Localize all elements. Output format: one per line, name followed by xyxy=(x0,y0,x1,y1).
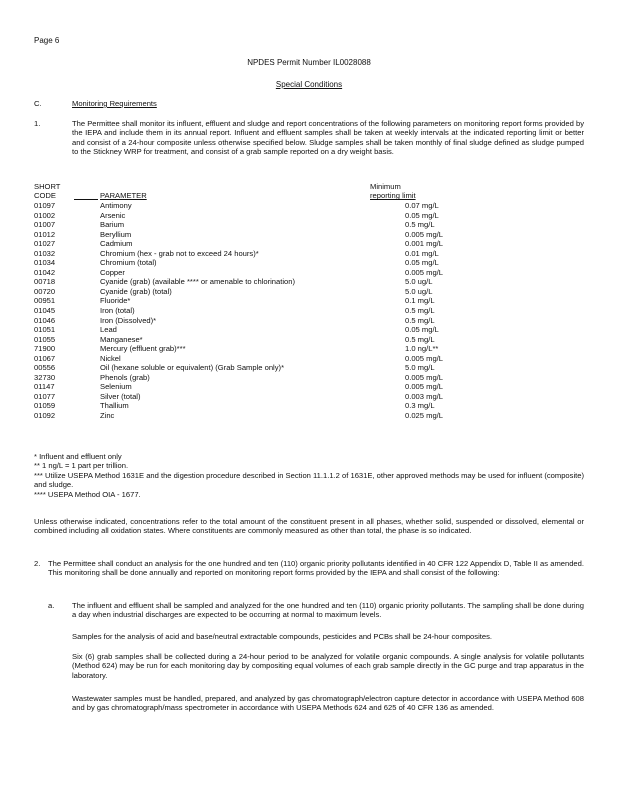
item2-number: 2. xyxy=(34,559,41,568)
header-reporting-limit: reporting limit xyxy=(370,191,416,201)
parameter-name: Beryllium xyxy=(100,229,132,239)
parameter-code: 01034 xyxy=(34,258,56,268)
table-header xyxy=(34,182,584,201)
table-row xyxy=(34,201,485,211)
parameter-name: Cadmium xyxy=(100,239,133,249)
header-parameter: PARAMETER xyxy=(100,191,147,201)
parameter-name: Arsenic xyxy=(100,210,126,220)
parameter-name: Chromium (hex - grab not to exceed 24 hours)* xyxy=(100,248,259,258)
reporting-limit: 0.01 mg/L xyxy=(405,248,439,258)
page-number: Page 6 xyxy=(34,36,60,45)
table-row xyxy=(34,363,485,373)
section-title: Special Conditions xyxy=(275,80,343,89)
reporting-limit: 0.05 mg/L xyxy=(405,210,439,220)
reporting-limit: 0.3 mg/L xyxy=(405,401,435,411)
parameter-code: 00556 xyxy=(34,363,56,373)
table-row xyxy=(34,392,485,402)
parameter-name: Thallium xyxy=(100,401,129,411)
parameter-name: Fluoride* xyxy=(100,296,131,306)
parameter-code: 32730 xyxy=(34,372,56,382)
parameter-name: Copper xyxy=(100,267,125,277)
table-row xyxy=(34,296,485,306)
parameter-name: Cyanide (grab) (total) xyxy=(100,286,172,296)
parameter-name: Selenium xyxy=(100,382,132,392)
header-underline xyxy=(74,192,98,200)
table-row xyxy=(34,230,485,240)
parameter-code: 71900 xyxy=(34,344,56,354)
parameter-name: Lead xyxy=(100,325,117,335)
parameter-code: 01055 xyxy=(34,334,56,344)
reporting-limit: 0.001 mg/L xyxy=(405,239,443,249)
reporting-limit: 0.005 mg/L xyxy=(405,267,443,277)
reporting-limit: 0.07 mg/L xyxy=(405,201,439,210)
reporting-limit: 1.0 ng/L** xyxy=(405,344,439,354)
parameter-name: Iron (total) xyxy=(100,306,135,316)
reporting-limit: 0.005 mg/L xyxy=(405,372,443,382)
parameter-code: 01007 xyxy=(34,220,56,230)
parameter-name: Barium xyxy=(100,220,125,230)
reporting-limit: 0.5 mg/L xyxy=(405,315,435,325)
parameter-name: Mercury (effluent grab)*** xyxy=(100,344,186,354)
parameter-code: 01097 xyxy=(34,201,56,210)
parameter-code: 01046 xyxy=(34,315,56,325)
parameter-name: Zinc xyxy=(100,411,115,421)
reporting-limit: 5.0 mg/L xyxy=(405,363,435,373)
table-row xyxy=(34,306,485,316)
parameter-code: 01045 xyxy=(34,306,56,316)
footnote-2: ** 1 ng/L = 1 part per trillion. xyxy=(34,461,129,471)
table-row xyxy=(34,373,485,383)
unless-paragraph: Unless otherwise indicated, concentrations refer to the total amount of the constituent present in all phases, whether solid, suspended or dissolved, elemental or combined including all oxidation states. Where constituents are commonly measured as other than total, the phase is so indicated. xyxy=(34,517,584,536)
footnotes xyxy=(34,452,584,499)
table-row xyxy=(34,211,485,221)
table-row xyxy=(34,258,485,268)
parameter-code: 01147 xyxy=(34,382,55,392)
table-row xyxy=(34,411,485,421)
reporting-limit: 0.005 mg/L xyxy=(405,229,443,239)
header-short: SHORT xyxy=(34,182,61,191)
permit-title: NPDES Permit Number IL0028088 xyxy=(247,58,371,67)
item1-paragraph: The Permittee shall monitor its influent, effluent and sludge and report concentrations of the following parameters on monitoring report forms provided by the IEPA and include them in its annual report. Influent and effluent samples shall be taken at weekly intervals at the indicated reporting limit or better and consist of a 24-hour composite unless otherwise specified below. Sludge samples shall be taken monthly of final sludge defined as sludge pumped to the Stickney WRP for treatment, and consist of a grab sample reported on a dry weight basis. xyxy=(72,119,584,157)
table-row xyxy=(34,239,485,249)
reporting-limit: 0.5 mg/L xyxy=(405,334,435,344)
table-row xyxy=(34,220,485,230)
reporting-limit: 0.003 mg/L xyxy=(405,391,443,401)
item2a-paragraph: The influent and effluent shall be sampled and analyzed for the one hundred and ten (110) organic priority pollutants. The sampling shall be done during a day when industrial discharges are expected to be occurring at normal to maximum levels. xyxy=(72,601,584,620)
item2a-grab-paragraph: Six (6) grab samples shall be collected during a 24-hour period to be analyzed for volatile organic compounds. A single analysis for volatile pollutants (Method 624) may be run for each monitoring day by compositing equal volumes of each grab sample directly in the GC purge and trap apparatus in the laboratory. xyxy=(72,652,584,680)
footnote-3: *** Utilize USEPA Method 1631E and the digestion procedure described in Section 11.1.1.2 of 1631E, other approved methods may be used for influent (composite) and sludge. xyxy=(34,470,584,490)
parameter-code: 01027 xyxy=(34,239,56,249)
item2a-letter: a. xyxy=(48,601,55,610)
table-row xyxy=(34,382,485,392)
parameter-code: 01092 xyxy=(34,411,56,421)
footnote-1: * Influent and effluent only xyxy=(34,452,122,461)
parameter-table xyxy=(34,182,584,421)
parameter-code: 00951 xyxy=(34,296,56,306)
table-row xyxy=(34,249,485,259)
parameter-name: Manganese* xyxy=(100,334,143,344)
parameter-name: Oil (hexane soluble or equivalent) (Grab Sample only)* xyxy=(100,363,285,373)
parameter-name: Silver (total) xyxy=(100,391,141,401)
parameter-code: 01032 xyxy=(34,248,56,258)
item2a-wastewater-paragraph: Wastewater samples must be handled, prepared, and analyzed by gas chromatograph/electron capture detector in accordance with USEPA Method 608 and by gas chromatograph/mass spectrometer in accordance with USEPA Methods 624 and 625 of 40 CFR 136 as amended. xyxy=(72,694,584,713)
reporting-limit: 5.0 ug/L xyxy=(405,286,433,296)
section-letter: C. xyxy=(34,99,42,108)
reporting-limit: 0.025 mg/L xyxy=(405,411,443,421)
reporting-limit: 5.0 ug/L xyxy=(405,277,433,287)
table-row xyxy=(34,268,485,278)
reporting-limit: 0.005 mg/L xyxy=(405,382,443,392)
table-row xyxy=(34,401,485,411)
reporting-limit: 0.05 mg/L xyxy=(405,258,439,268)
item2a-composites-paragraph: Samples for the analysis of acid and base/neutral extractable compounds, pesticides and PCBs shall be 24-hour composites. xyxy=(72,632,492,641)
header-minimum: Minimum xyxy=(370,182,401,191)
parameter-name: Nickel xyxy=(100,353,121,363)
parameter-name: Cyanide (grab) (available **** or amenable to chlorination) xyxy=(100,277,296,287)
parameter-code: 01051 xyxy=(34,325,56,335)
parameter-code: 01002 xyxy=(34,210,56,220)
table-row xyxy=(34,325,485,335)
parameter-name: Phenols (grab) xyxy=(100,372,150,382)
reporting-limit: 0.5 mg/L xyxy=(405,306,435,316)
parameter-name: Chromium (total) xyxy=(100,258,157,268)
header-code: CODE xyxy=(34,191,56,201)
parameter-code: 01059 xyxy=(34,401,56,411)
table-row xyxy=(34,354,485,364)
reporting-limit: 0.05 mg/L xyxy=(405,325,439,335)
table-row xyxy=(34,335,485,345)
table-row xyxy=(34,287,485,297)
parameter-name: Antimony xyxy=(100,201,132,210)
table-row xyxy=(34,344,485,354)
section-heading: Monitoring Requirements xyxy=(72,99,157,108)
parameter-code: 01012 xyxy=(34,229,56,239)
reporting-limit: 0.005 mg/L xyxy=(405,353,443,363)
parameter-name: Iron (Dissolved)* xyxy=(100,315,157,325)
reporting-limit: 0.5 mg/L xyxy=(405,220,435,230)
reporting-limit: 0.1 mg/L xyxy=(405,296,435,306)
table-row xyxy=(34,316,485,326)
parameter-rows xyxy=(34,201,485,421)
parameter-code: 01042 xyxy=(34,267,56,277)
item2-paragraph: The Permittee shall conduct an analysis for the one hundred and ten (110) organic priority pollutants identified in 40 CFR 122 Appendix D, Table II as amended. This monitoring shall be done annually and reported on monitoring report forms provided by the IEPA and shall consist of the following: xyxy=(48,559,584,578)
parameter-code: 00720 xyxy=(34,286,56,296)
item1-number: 1. xyxy=(34,119,41,128)
footnote-4: **** USEPA Method OIA - 1677. xyxy=(34,489,141,499)
parameter-code: 01077 xyxy=(34,391,56,401)
parameter-code: 01067 xyxy=(34,353,56,363)
table-row xyxy=(34,277,485,287)
parameter-code: 00718 xyxy=(34,277,56,287)
